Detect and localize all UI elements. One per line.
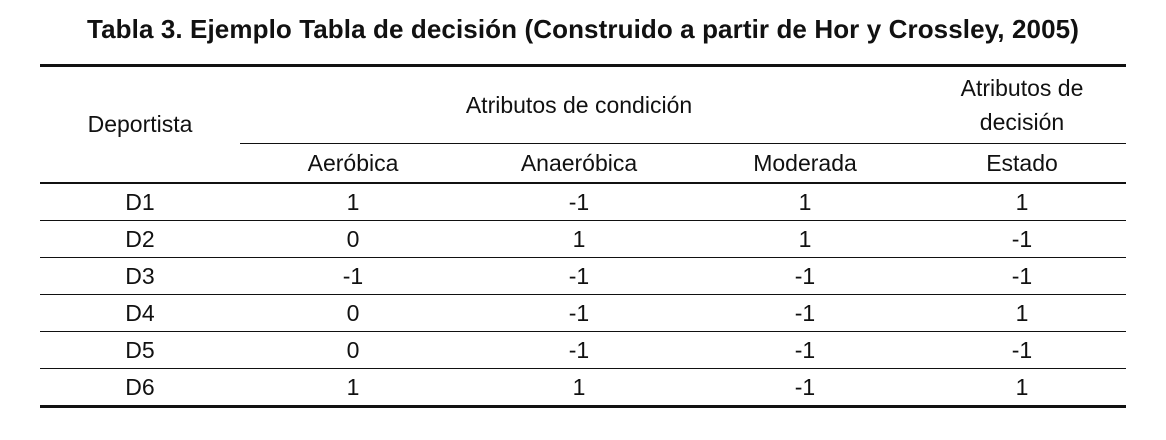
row-label: D4	[40, 295, 240, 332]
cell-anaerobica: 1	[466, 369, 692, 407]
header-atributos-decision-line2: decisión	[979, 109, 1065, 135]
cell-aerobica: 1	[240, 183, 466, 221]
cell-anaerobica: -1	[466, 295, 692, 332]
cell-estado: -1	[918, 258, 1126, 295]
cell-moderada: -1	[692, 295, 918, 332]
cell-aerobica: 1	[240, 369, 466, 407]
cell-estado: 1	[918, 369, 1126, 407]
cell-estado: -1	[918, 332, 1126, 369]
column-header-aerobica: Aeróbica	[240, 144, 466, 184]
column-header-moderada: Moderada	[692, 144, 918, 184]
cell-estado: 1	[918, 295, 1126, 332]
header-atributos-condicion: Atributos de condición	[240, 66, 918, 144]
cell-anaerobica: 1	[466, 221, 692, 258]
table-caption: Tabla 3. Ejemplo Tabla de decisión (Construido a partir de Hor y Crossley, 2005)	[87, 14, 1079, 44]
table-row	[40, 183, 1126, 221]
column-header-estado: Estado	[918, 144, 1126, 184]
table-row	[40, 221, 1126, 258]
row-label: D1	[40, 183, 240, 221]
cell-estado: -1	[918, 221, 1126, 258]
row-label: D5	[40, 332, 240, 369]
cell-aerobica: 0	[240, 295, 466, 332]
cell-aerobica: 0	[240, 332, 466, 369]
table-row	[40, 258, 1126, 295]
cell-aerobica: 0	[240, 221, 466, 258]
cell-anaerobica: -1	[466, 258, 692, 295]
header-atributos-decision-line1: Atributos de	[960, 75, 1084, 101]
cell-moderada: 1	[692, 221, 918, 258]
decision-table	[40, 64, 1126, 408]
cell-moderada: 1	[692, 183, 918, 221]
cell-anaerobica: -1	[466, 183, 692, 221]
row-label: D3	[40, 258, 240, 295]
cell-anaerobica: -1	[466, 332, 692, 369]
table-row	[40, 332, 1126, 369]
cell-aerobica: -1	[240, 258, 466, 295]
header-deportista: Deportista	[40, 66, 240, 184]
table-row	[40, 369, 1126, 407]
cell-estado: 1	[918, 183, 1126, 221]
cell-moderada: -1	[692, 258, 918, 295]
cell-moderada: -1	[692, 332, 918, 369]
cell-moderada: -1	[692, 369, 918, 407]
column-header-anaerobica: Anaeróbica	[466, 144, 692, 184]
header-atributos-decision	[918, 66, 1126, 144]
row-label: D2	[40, 221, 240, 258]
table-row	[40, 295, 1126, 332]
row-label: D6	[40, 369, 240, 407]
